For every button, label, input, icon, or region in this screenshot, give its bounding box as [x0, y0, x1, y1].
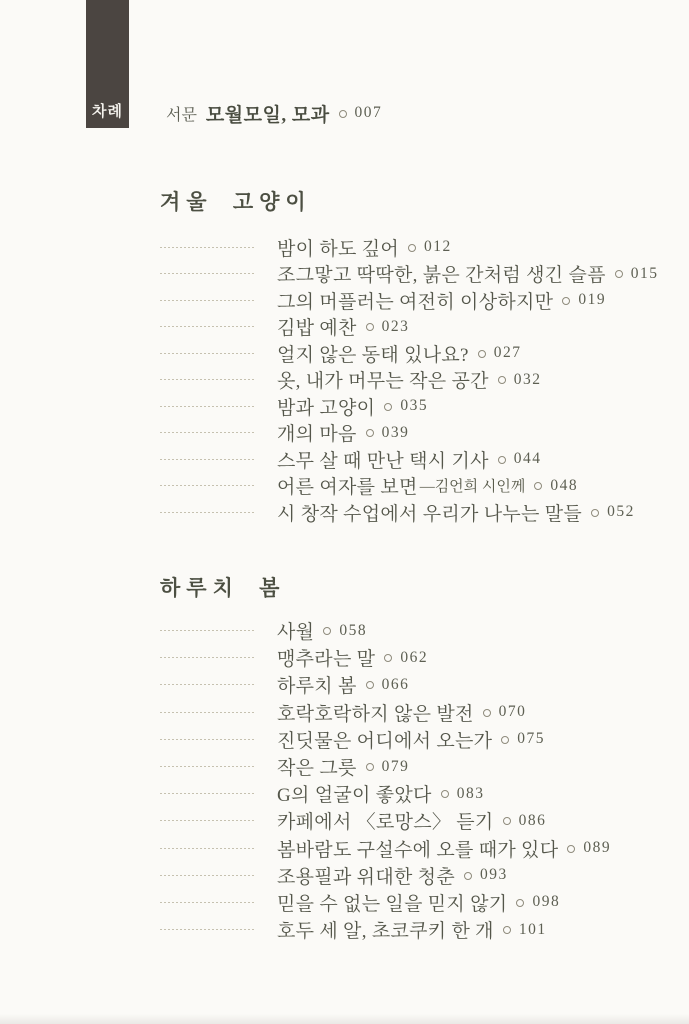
entry-title: 진딧물은 어디에서 오는가: [277, 730, 493, 752]
toc-entry[interactable]: [160, 862, 669, 889]
leader-line: [160, 459, 255, 460]
preface-entry[interactable]: [166, 100, 382, 126]
ring-bullet-icon: [366, 323, 374, 331]
ring-bullet-icon: [384, 403, 392, 411]
entry-title: 개의 마음: [277, 424, 357, 446]
entry-page-number: 086: [518, 811, 547, 829]
toc-entry[interactable]: [160, 287, 669, 314]
toc-entry[interactable]: [160, 699, 669, 726]
entry-page-number: 062: [400, 648, 429, 666]
leader-line: [160, 929, 255, 930]
ring-bullet-icon: [562, 297, 570, 305]
leader-line: [160, 766, 255, 767]
ring-bullet-icon: [534, 482, 542, 490]
ring-bullet-icon: [567, 845, 575, 853]
toc-entry[interactable]: [160, 314, 669, 341]
leader-line: [160, 712, 255, 713]
toc-entry[interactable]: [160, 644, 669, 671]
preface-label: 서문: [166, 106, 197, 124]
leader-line: [160, 247, 255, 248]
leader-line: [160, 739, 255, 740]
toc-entry[interactable]: [160, 261, 669, 288]
ring-bullet-icon: [501, 736, 509, 744]
entry-page-number: 083: [456, 784, 485, 802]
entry-page-number: 039: [381, 423, 410, 441]
leader-line: [160, 273, 255, 274]
leader-line: [160, 657, 255, 658]
entry-page-number: 101: [518, 920, 547, 938]
ring-bullet-icon: [478, 350, 486, 358]
entry-title: 작은 그릇: [277, 758, 357, 780]
ring-bullet-icon: [498, 456, 506, 464]
toc-entry[interactable]: [160, 835, 669, 862]
entry-page-number: 058: [339, 621, 368, 639]
ring-bullet-icon: [384, 654, 392, 662]
ring-bullet-icon: [464, 872, 472, 880]
entry-title: 시 창작 수업에서 우리가 나누는 말들: [277, 503, 583, 525]
entry-page-number: 023: [381, 317, 410, 335]
entry-title: 봄바람도 구설수에 오를 때가 있다: [277, 839, 559, 861]
leader-line: [160, 875, 255, 876]
entry-title: 호두 세 알, 초코쿠키 한 개: [277, 921, 494, 943]
entry-page-number: 089: [583, 839, 612, 857]
entry-title: 조그맣고 딱딱한, 붉은 간처럼 생긴 슬픔: [277, 265, 606, 287]
entry-page-number: 066: [381, 675, 410, 693]
toc-entry[interactable]: [160, 753, 669, 780]
ring-bullet-icon: [366, 763, 374, 771]
ring-bullet-icon: [615, 270, 623, 278]
leader-line: [160, 820, 255, 821]
entry-title: 하루치 봄: [277, 676, 357, 698]
section-entries: [160, 617, 669, 943]
ring-bullet-icon: [366, 681, 374, 689]
entry-title: 호락호락하지 않은 발전: [277, 703, 474, 725]
entry-page-number: 075: [517, 730, 546, 748]
leader-line: [160, 630, 255, 631]
ring-bullet-icon: [483, 709, 491, 717]
ring-bullet-icon: [408, 244, 416, 252]
chapter-tab-label: 차례: [92, 103, 123, 120]
entry-title: 옷, 내가 머무는 작은 공간: [277, 371, 489, 393]
leader-line: [160, 326, 255, 327]
toc-entry[interactable]: [160, 916, 669, 943]
ring-bullet-icon: [503, 926, 511, 934]
ring-bullet-icon: [503, 817, 511, 825]
ring-bullet-icon: [323, 627, 331, 635]
entry-title: 스무 살 때 만난 택시 기사: [277, 450, 489, 472]
leader-line: [160, 512, 255, 513]
entry-title: 조용필과 위대한 청춘: [277, 866, 455, 888]
entry-title: 밤과 고양이: [277, 397, 376, 419]
entry-page-number: 093: [480, 866, 508, 884]
toc-entry[interactable]: [160, 473, 669, 500]
ring-bullet-icon: [441, 790, 449, 798]
entry-page-number: 079: [381, 757, 410, 775]
entry-page-number: 012: [424, 238, 452, 256]
ring-bullet-icon: [366, 429, 374, 437]
entry-title: 김밥 예찬: [277, 318, 357, 340]
entry-title: 사월: [277, 622, 315, 644]
leader-line: [160, 902, 255, 903]
section-title: 겨울 고양이: [160, 190, 312, 214]
leader-line: [160, 406, 255, 407]
chapter-tab: [86, 0, 129, 128]
ring-bullet-icon: [339, 110, 347, 118]
section-entries: [160, 234, 669, 526]
entry-page-number: 015: [630, 264, 659, 282]
toc-entry[interactable]: [160, 807, 669, 834]
toc-entry[interactable]: [160, 499, 669, 526]
entry-page-number: 032: [513, 370, 542, 388]
leader-line: [160, 485, 255, 486]
toc-entry[interactable]: [160, 420, 669, 447]
section-winter-cat: [160, 190, 669, 526]
ring-bullet-icon: [516, 899, 524, 907]
leader-line: [160, 848, 255, 849]
preface-page-number: 007: [354, 104, 383, 121]
entry-title: 어른 여자를 보면: [277, 477, 418, 499]
entry-title: 얼지 않은 동태 있나요?: [277, 344, 469, 366]
entry-page-number: 070: [498, 703, 527, 721]
entry-title: 맹추라는 말: [277, 649, 376, 671]
entry-page-number: 035: [400, 397, 429, 415]
entry-page-number: 052: [607, 503, 635, 521]
entry-title: 카페에서 〈로망스〉 듣기: [277, 812, 494, 834]
leader-line: [160, 300, 255, 301]
entry-page-number: 048: [550, 476, 579, 494]
leader-line: [160, 379, 255, 380]
leader-line: [160, 353, 255, 354]
ring-bullet-icon: [498, 376, 506, 384]
entry-page-number: 019: [578, 291, 607, 309]
toc-entry[interactable]: [160, 671, 669, 698]
entry-title: 믿을 수 없는 일을 믿지 않기: [277, 893, 508, 915]
toc-entry[interactable]: [160, 889, 669, 916]
entry-title: 밤이 하도 깊어: [277, 238, 400, 260]
toc-entry[interactable]: [160, 726, 669, 753]
entry-note: —김언희 시인께: [419, 479, 526, 496]
leader-line: [160, 432, 255, 433]
entry-title: 그의 머플러는 여전히 이상하지만: [277, 291, 554, 313]
toc-entry[interactable]: [160, 234, 669, 261]
toc-entry[interactable]: [160, 617, 669, 644]
section-title: 하루치 봄: [160, 576, 286, 600]
entry-page-number: 098: [532, 893, 561, 911]
toc-entry[interactable]: [160, 367, 669, 394]
entry-title: G의 얼굴이 좋았다: [277, 785, 432, 807]
toc-entry[interactable]: [160, 340, 669, 367]
leader-line: [160, 793, 255, 794]
section-days-spring: [160, 576, 669, 943]
ring-bullet-icon: [591, 509, 599, 517]
entry-page-number: 044: [513, 450, 542, 468]
preface-title: 모월모일, 모과: [205, 104, 330, 126]
toc-entry[interactable]: [160, 446, 669, 473]
entry-page-number: 027: [493, 344, 522, 362]
leader-line: [160, 684, 255, 685]
toc-entry[interactable]: [160, 393, 669, 420]
toc-entry[interactable]: [160, 780, 669, 807]
